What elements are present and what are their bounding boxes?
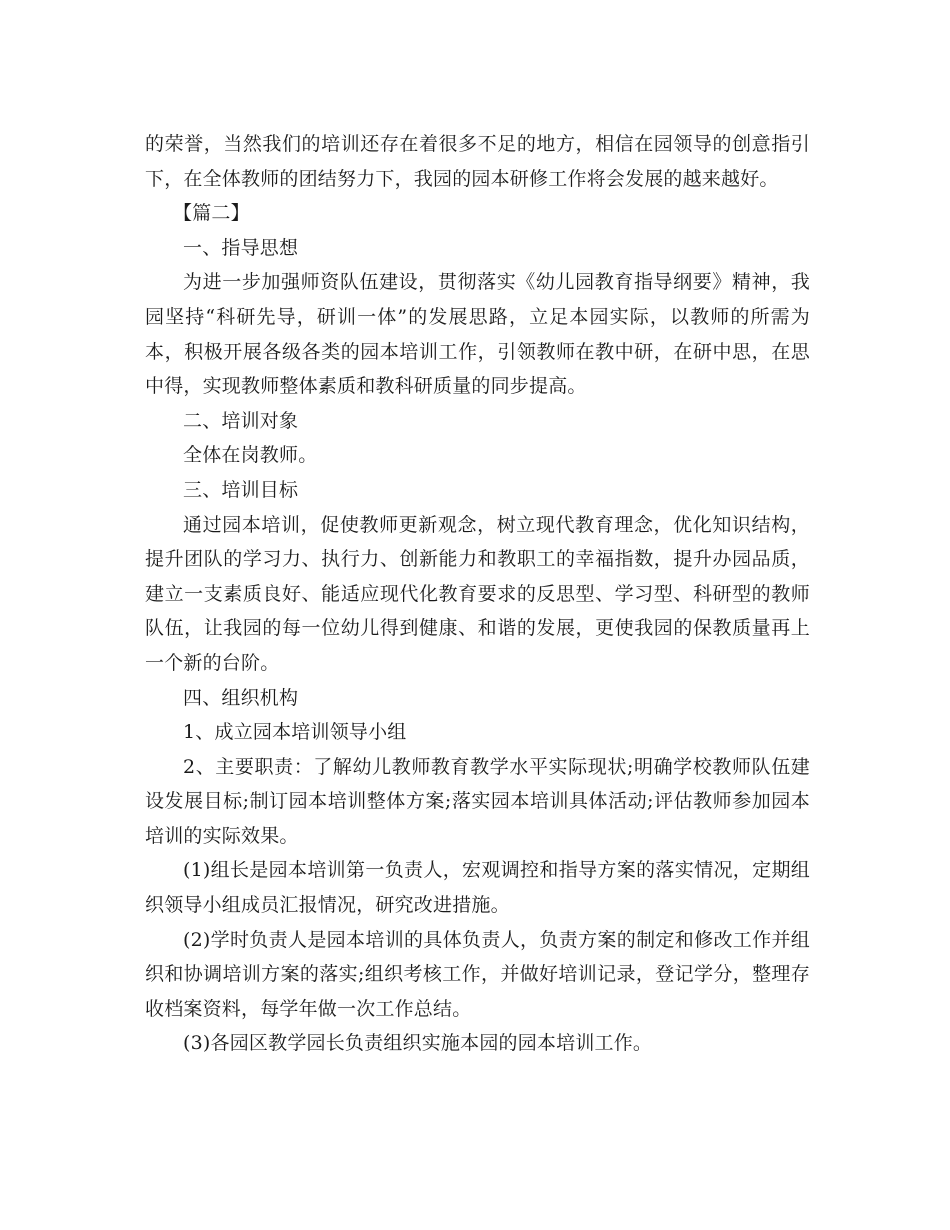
heading-guiding-ideology: 一、指导思想 (183, 236, 299, 259)
heading-training-target: 二、培训对象 (183, 409, 299, 432)
paragraph-training-goals: 通过园本培训，促使教师更新观念，树立现代教育理念，优化知识结构，提升团队的学习力、执行力、创新能力和教职工的幸福指数，提升办园品质，建立一支素质良好、能适应现代化教育要求的反思型、学习型、科研型的教师队伍，让我园的每一位幼儿得到健康、和谐的发展，更使我园的保教质量再上一个新的台阶。 (145, 513, 810, 674)
document-body (145, 127, 810, 1061)
heading-organization: 四、组织机构 (183, 686, 299, 709)
paragraph-continuation: 的荣誉，当然我们的培训还存在着很多不足的地方，相信在园领导的创意指引下，在全体教师的团结努力下，我园的园本研修工作将会发展的越来越好。 (145, 133, 810, 190)
item-duty-2: (2)学时负责人是园本培训的具体负责人，负责方案的制定和修改工作并组织和协调培训方案的落实;组织考核工作，并做好培训记录，登记学分，整理存收档案资料，每学年做一次工作总结。 (145, 928, 810, 1020)
item-leadership-group: 1、成立园本培训领导小组 (183, 721, 407, 744)
item-duty-1: (1)组长是园本培训第一负责人，宏观调控和指导方案的落实情况，定期组织领导小组成员汇报情况，研究改进措施。 (145, 859, 810, 917)
paragraph-training-target: 全体在岗教师。 (183, 444, 318, 467)
paragraph-guiding-ideology: 为进一步加强师资队伍建设，贯彻落实《幼儿园教育指导纲要》精神，我园坚持“科研先导，研训一体”的发展思路，立足本园实际，以教师的所需为本，积极开展各级各类的园本培训工作，引领教师在教中研，在研中思，在思中得，实现教师整体素质和教科研质量的同步提高。 (145, 271, 810, 398)
item-main-duties: 2、主要职责：了解幼儿教师教育教学水平实际现状;明确学校教师队伍建设发展目标;制订园本培训整体方案;落实园本培训具体活动;评估教师参加园本培训的实际效果。 (145, 755, 810, 847)
section-label-part-two: 【篇二】 (173, 202, 250, 225)
heading-training-goals: 三、培训目标 (183, 478, 299, 501)
item-duty-3: (3)各园区教学园长负责组织实施本园的园本培训工作。 (183, 1032, 653, 1055)
